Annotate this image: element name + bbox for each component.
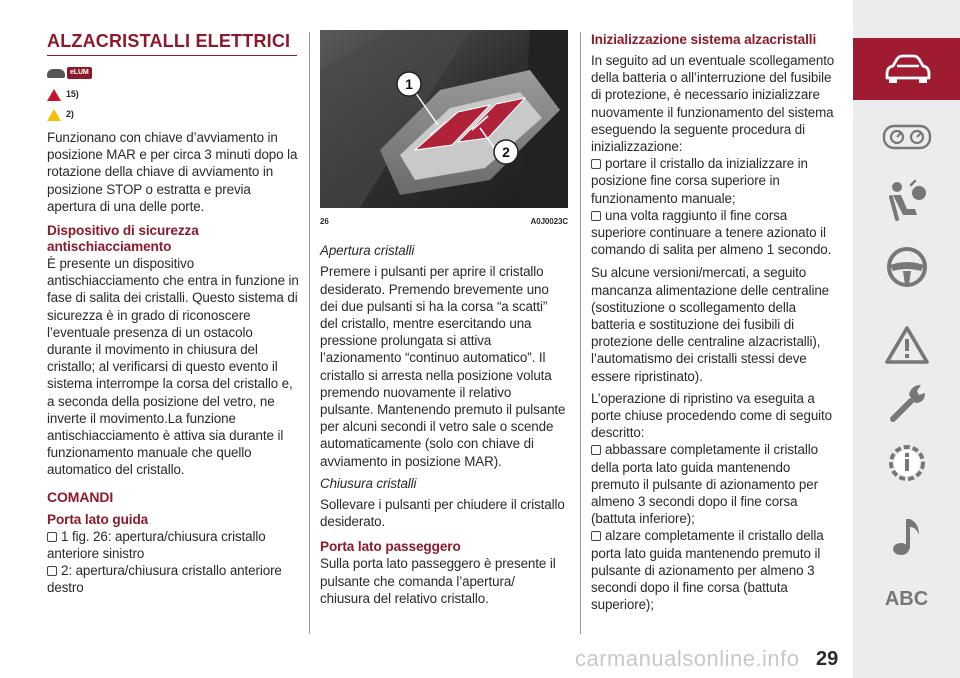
- warning-ref-2-label: 2): [66, 109, 74, 120]
- safety-paragraph: È presente un dispositivo antischiacciamento che entra in funzione in fase di salita dei cristalli. Questo sistema di sicurezza è in grado di riconoscere l’eventuale presenza di un ostacolo durante il movimento in chiusura del cristallo; al verificarsi di questo evento il sistema interrompe la corsa del cristallo e, a seconda della posizione del vetro, ne inverte il movimento.La funzione antischiacciamento è attiva sia durante il funzionamento manuale che quello automatico del cristallo.: [47, 256, 299, 478]
- restore-item-2: alzare completamente il cristallo della porta lato guida mantenendo premuto il pulsante di azionamento per almeno 3 secondi dopo il fine corsa (battuta superiore);: [591, 528, 824, 613]
- window-switch-photo: [320, 30, 568, 208]
- intro-paragraph: Funzionano con chiave d’avviamento in posizione MAR e per circa 3 minuti dopo la rotazione della chiave di avviamento in posizione STOP o estratta e previa apertura di una delle porte.: [47, 130, 298, 214]
- init-heading: Inizializzazione sistema alzacristalli: [591, 32, 817, 47]
- opening-paragraph: Premere i pulsanti per aprire il cristallo desiderato. Premendo brevemente uno dei due pulsanti si ha la corsa “a scatti” del cristallo, mentre esercitando una pressione prolungata si attiva l’azionamento “continuo automatico”. Il cristallo si arresta nella posizione voluta premendo nuovamente il relativo pulsante. Mantenendo premuto il pulsante per alcuni secondi il vetro sale o scende automaticamente (solo con chiave di avviamento in posizione MAR).: [320, 264, 566, 469]
- closing-paragraph: Sollevare i pulsanti per chiudere il cristallo desiderato.: [320, 497, 565, 530]
- warning-ref-2[interactable]: [47, 105, 299, 125]
- driver-door-heading: Porta lato guida: [47, 511, 149, 527]
- restore-item-1: abbassare completamente il cristallo della porta lato guida mantenendo premuto il pulsante di azionamento per almeno 3 secondi dopo il fine corsa (battuta inferiore);: [591, 442, 818, 527]
- callout-2: 2: [502, 144, 510, 160]
- init-item-1: portare il cristallo da inizializzare in posizione fine corsa superiore in funzionamento manuale;: [591, 156, 808, 206]
- car-silhouette-icon: [47, 69, 65, 78]
- checkbox-bullet-icon: [591, 445, 601, 455]
- sidebar-item-vehicle[interactable]: [853, 38, 960, 100]
- commands-heading: COMANDI: [47, 488, 114, 505]
- sidebar-item-dashboard[interactable]: [853, 106, 960, 168]
- driver-item-2: 2: apertura/chiusura cristallo anteriore destro: [47, 563, 282, 596]
- sidebar-item-driving[interactable]: [853, 236, 960, 298]
- column-divider-2: [580, 32, 581, 634]
- checkbox-bullet-icon: [591, 531, 601, 541]
- sidebar-item-multimedia[interactable]: [853, 506, 960, 568]
- column-divider-1: [309, 32, 310, 634]
- page-title: ALZACRISTALLI ELETTRICI: [47, 31, 291, 51]
- window-switch-figure: [320, 30, 568, 208]
- steering-wheel-icon: [885, 245, 929, 289]
- figure-number: 26: [320, 217, 329, 226]
- warning-ref-1[interactable]: [47, 85, 299, 105]
- sidebar-item-safety[interactable]: [853, 170, 960, 232]
- sidebar-item-technical[interactable]: [853, 432, 960, 494]
- versions-paragraph: Su alcune versioni/mercati, a seguito mancanza alimentazione delle centraline (sostituzione o scollegamento della batteria e sostituzione dei fusibili di protezione delle centraline alzacristalli), l’automatismo dei cristalli stessi deve essere ripristinato).: [591, 265, 830, 384]
- left-column: [47, 30, 299, 597]
- closing-heading: Chiusura cristalli: [320, 475, 417, 491]
- warning-triangle-red-icon: [47, 89, 61, 101]
- abc-index-label: ABC: [884, 587, 929, 610]
- elum-indicator: [47, 61, 299, 85]
- chapter-sidebar: [853, 0, 960, 678]
- checkbox-bullet-icon: [591, 211, 601, 221]
- info-gear-icon: [884, 440, 930, 486]
- middle-column: [320, 30, 568, 612]
- sidebar-item-index[interactable]: [853, 568, 960, 630]
- figure-code: A0J0023C: [530, 217, 568, 226]
- passenger-door-heading: Porta lato passeggero: [320, 539, 461, 555]
- passenger-paragraph: Sulla porta lato passeggero è presente il pulsante che comanda l’apertura/ chiusura del relativo cristallo.: [320, 556, 556, 606]
- figure-caption: [320, 213, 568, 230]
- watermark: carmanualsonline.info: [575, 646, 800, 671]
- init-paragraph: In seguito ad un eventuale scollegamento della batteria o all’interruzione del fusibile di protezione, è necessario inizializzare nuovamente il funzionamento del sistema eseguendo la seguente procedura di inizializzazione:: [591, 53, 835, 155]
- restore-paragraph: L’operazione di ripristino va eseguita a porte chiuse procedendo come di seguito descritto:: [591, 390, 833, 441]
- callout-1: 1: [405, 76, 413, 92]
- safety-heading: Dispositivo di sicurezza antischiacciamento: [47, 223, 199, 255]
- checkbox-bullet-icon: [47, 532, 57, 542]
- elum-badge: eLUM: [67, 67, 92, 79]
- dashboard-gauges-icon: [882, 123, 932, 151]
- checkbox-bullet-icon: [47, 566, 57, 576]
- music-note-icon: [889, 515, 925, 559]
- sidebar-item-emergency[interactable]: [853, 314, 960, 376]
- opening-heading: Apertura cristalli: [320, 243, 415, 259]
- checkbox-bullet-icon: [591, 159, 601, 169]
- sidebar-item-maintenance[interactable]: [853, 372, 960, 434]
- caution-triangle-yellow-icon: [47, 109, 61, 121]
- warning-triangle-icon: [884, 325, 930, 365]
- title-rule: [47, 55, 297, 56]
- seat-airbag-icon: [885, 179, 929, 223]
- car-icon: [883, 54, 931, 84]
- right-column: [591, 32, 841, 614]
- wrench-icon: [885, 381, 929, 425]
- warning-ref-1-label: 15): [66, 89, 79, 100]
- driver-item-1: 1 fig. 26: apertura/chiusura cristallo anteriore sinistro: [47, 528, 266, 562]
- page-number: 29: [816, 648, 839, 670]
- init-item-2: una volta raggiunto il fine corsa superiore continuare a tenere azionato il comando di salita per almeno 1 secondo.: [591, 207, 832, 258]
